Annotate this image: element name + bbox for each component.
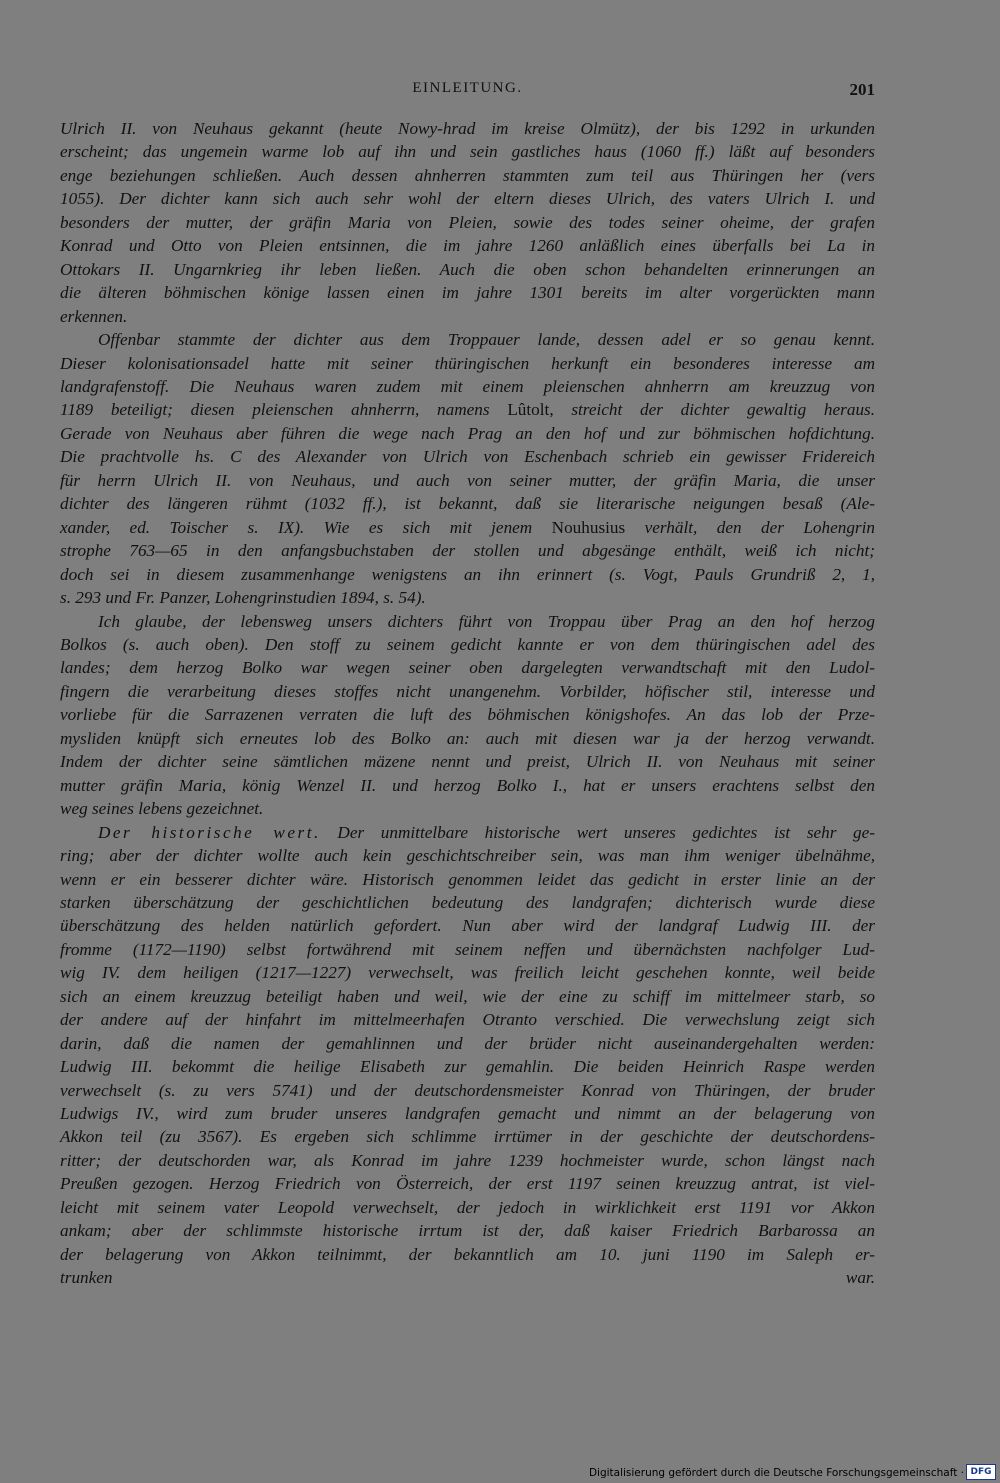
text-line: fromme (1172—1190) selbst fortwährend mit seinem neffen und übernächsten nachfolger Lud-	[60, 939, 875, 959]
name-roman: Lûtolt	[507, 400, 550, 420]
section-heading: Der historische wert.	[98, 822, 321, 842]
text-segment: , streicht der dichter gewaltig heraus.	[549, 400, 876, 420]
name-roman: Nouhusius	[551, 517, 626, 537]
text-line: Dieser kolonisationsadel hatte mit seiner thüringischen herkunft ein besonderes interesse am	[60, 353, 875, 373]
text-line: sich an einem kreuzzug beteiligt haben und weil, wie der eine zu schiff im mittelmeer starb, so	[60, 986, 875, 1006]
text-line: Konrad und Otto von Pleien entsinnen, die im jahre 1260 anläßlich eines überfalls bei La in	[60, 236, 875, 256]
text-line: weg seines lebens gezeichnet.	[60, 799, 264, 819]
text-line: landgrafenstoff. Die Neuhaus waren zudem mit einem pleienschen ahnherrn am kreuzzug von	[60, 376, 875, 396]
text-line: wig IV. dem heiligen (1217—1227) verwechselt, was freilich leicht geschehen konnte, weil beide	[60, 963, 875, 983]
text-line: dichter des längeren rühmt (1032 ff.), ist bekannt, daß sie literarische neigungen besaß (Ale-	[60, 494, 875, 514]
text-line	[60, 398, 875, 421]
text-line: Akkon teil (zu 3567). Es ergeben sich schlimme irrtümer in der geschichte der deutschordens-	[60, 1127, 875, 1147]
text-line: 1055). Der dichter kann sich auch sehr wohl der eltern dieses Ulrich, des vaters Ulrich I. und	[60, 189, 875, 209]
text-segment: Der unmittelbare historische wert unseres gedichtes ist sehr ge-	[320, 822, 876, 842]
text-line: mysliden knüpft sich erneutes lob des Bolko an: auch mit diesen war ja der herzog verwandt.	[60, 728, 875, 748]
text-line: der belagerung von Akkon teilnimmt, der bekanntlich am 10. juni 1190 im Saleph er-	[60, 1244, 875, 1264]
text-line: fingern die verarbeitung dieses stoffes nicht unangenehm. Vorbilder, höfischer stil, interesse und	[60, 681, 875, 701]
text-line	[60, 516, 875, 539]
text-line: der andere auf der hinfahrt im mittelmeerhafen Otranto verschied. Die verwechslung zeigt sich	[60, 1010, 875, 1030]
text-line: doch sei in diesem zusammenhange wenigstens an ihn erinnert (s. Vogt, Pauls Grundriß 2, 1,	[60, 564, 875, 584]
text-line	[60, 821, 875, 844]
text-line: Bolkos (s. auch oben). Den stoff zu seinem gedicht kannte er von dem thüringischen adel des	[60, 634, 875, 654]
text-line: strophe 763—65 in den anfangsbuchstaben der stollen und abgesänge enthält, weiß ich nicht;	[60, 541, 875, 561]
text-line: besonders der mutter, der gräfin Maria von Pleien, sowie des todes seiner oheime, der grafen	[60, 212, 875, 232]
text-line: ritter; der deutschorden war, als Konrad im jahre 1239 hochmeister wurde, schon längst nach	[60, 1150, 875, 1170]
dfg-logo-icon: DFG	[966, 1464, 996, 1480]
text-line: erkennen.	[60, 306, 128, 326]
text-line: s. 293 und Fr. Panzer, Lohengrinstudien 1894, s. 54).	[60, 588, 426, 608]
text-line: überschätzung des helden natürlich gefordert. Nun aber wird der landgraf Ludwig III. der	[60, 916, 875, 936]
text-line: ankam; aber der schlimmste historische irrtum ist der, daß kaiser Friedrich Barbarossa an	[60, 1221, 875, 1241]
text-line: Indem der dichter seine sämtlichen mäzene nennt und preist, Ulrich II. von Neuhaus mit seiner	[60, 752, 875, 772]
text-line: Ulrich II. von Neuhaus gekannt (heute Nowy-hrad im kreise Olmütz), der bis 1292 in urkunden	[60, 119, 875, 138]
text-segment: xander, ed. Toischer s. IX). Wie es sich mit jenem	[60, 517, 533, 537]
text-line: mutter gräfin Maria, könig Wenzel II. und herzog Bolko I., hat er unsers erachtens selbst den	[60, 775, 875, 795]
text-line: für herrn Ulrich II. von Neuhaus, und auch von seiner mutter, der gräfin Maria, die unser	[60, 470, 875, 490]
text-line: enge beziehungen schließen. Auch dessen ahnherren stammten zum teil aus Thüringen her (vers	[60, 165, 875, 185]
text-line: darin, daß die namen der gemahlinnen und der brüder nicht auseinandergehalten werden:	[60, 1033, 875, 1053]
footer	[0, 1461, 1000, 1483]
page-number: 201	[849, 80, 875, 99]
digitization-credit: Digitalisierung gefördert durch die Deutsche Forschungsgemeinschaft ·	[588, 1467, 964, 1479]
text-line: trunken war.	[60, 1268, 875, 1288]
text-line: Preußen gezogen. Herzog Friedrich von Österreich, der erst 1197 seinen kreuzzug antrat, ist viel-	[60, 1174, 875, 1194]
text-line: Ich glaube, der lebensweg unsers dichters führt von Troppau über Prag an den hof herzog	[98, 611, 875, 631]
text-line: erscheint; das ungemein warme lob auf ihn und sein gastliches haus (1060 ff.) läßt auf besonders	[60, 142, 875, 162]
text-line: die älteren böhmischen könige lassen einen im jahre 1301 bereits im alter vorgerückten mann	[60, 283, 875, 303]
text-line: Offenbar stammte der dichter aus dem Troppauer lande, dessen adel er so genau kennt.	[98, 330, 875, 350]
text-line: Ottokars II. Ungarnkrieg ihr leben ließen. Auch die oben schon behandelten erinnerungen an	[60, 259, 875, 279]
text-line: Ludwigs IV., wird zum bruder unseres landgrafen gemacht und nimmt an der belagerung von	[60, 1104, 875, 1124]
text-line: Die prachtvolle hs. C des Alexander von Ulrich von Eschenbach schrieb ein gewisser Fridereich	[60, 447, 875, 467]
text-line: vorliebe für die Sarrazenen verraten die luft des böhmischen königshofes. An das lob der Prze-	[60, 705, 875, 725]
text-line: leicht mit seinem vater Leopold verwechselt, der jedoch in wirklichkeit erst 1191 vor Akkon	[60, 1197, 875, 1217]
text-line: wenn er ein besserer dichter wäre. Historisch genommen leidet das gedicht in erster linie an der	[60, 869, 875, 889]
text-line: verwechselt (s. zu vers 5741) und der deutschordensmeister Konrad von Thüringen, der bruder	[60, 1080, 875, 1100]
text-line: ring; aber der dichter wollte auch kein geschichtschreiber sein, was man ihm weniger übelnähme,	[60, 846, 875, 866]
body-text	[60, 117, 875, 1290]
text-line: Ludwig III. bekommt die heilige Elisabeth zur gemahlin. Die beiden Heinrich Raspe werden	[60, 1057, 875, 1077]
text-line: landes; dem herzog Bolko war wegen seiner oben dargelegten verwandtschaft mit den Ludol-	[60, 658, 875, 678]
text-line: starken überschätzung der geschichtlichen bedeutung des landgrafen; dichterisch wurde diese	[60, 892, 875, 912]
page-header	[60, 80, 875, 104]
text-segment: verhält, den der Lohengrin	[625, 517, 875, 537]
text-segment: 1189 beteiligt; diesen pleienschen ahnherrn, namens	[60, 400, 490, 420]
text-line: Gerade von Neuhaus aber führen die wege nach Prag an den hof und zur böhmischen hofdichtung.	[60, 423, 875, 443]
running-head: EINLEITUNG.	[412, 80, 523, 96]
